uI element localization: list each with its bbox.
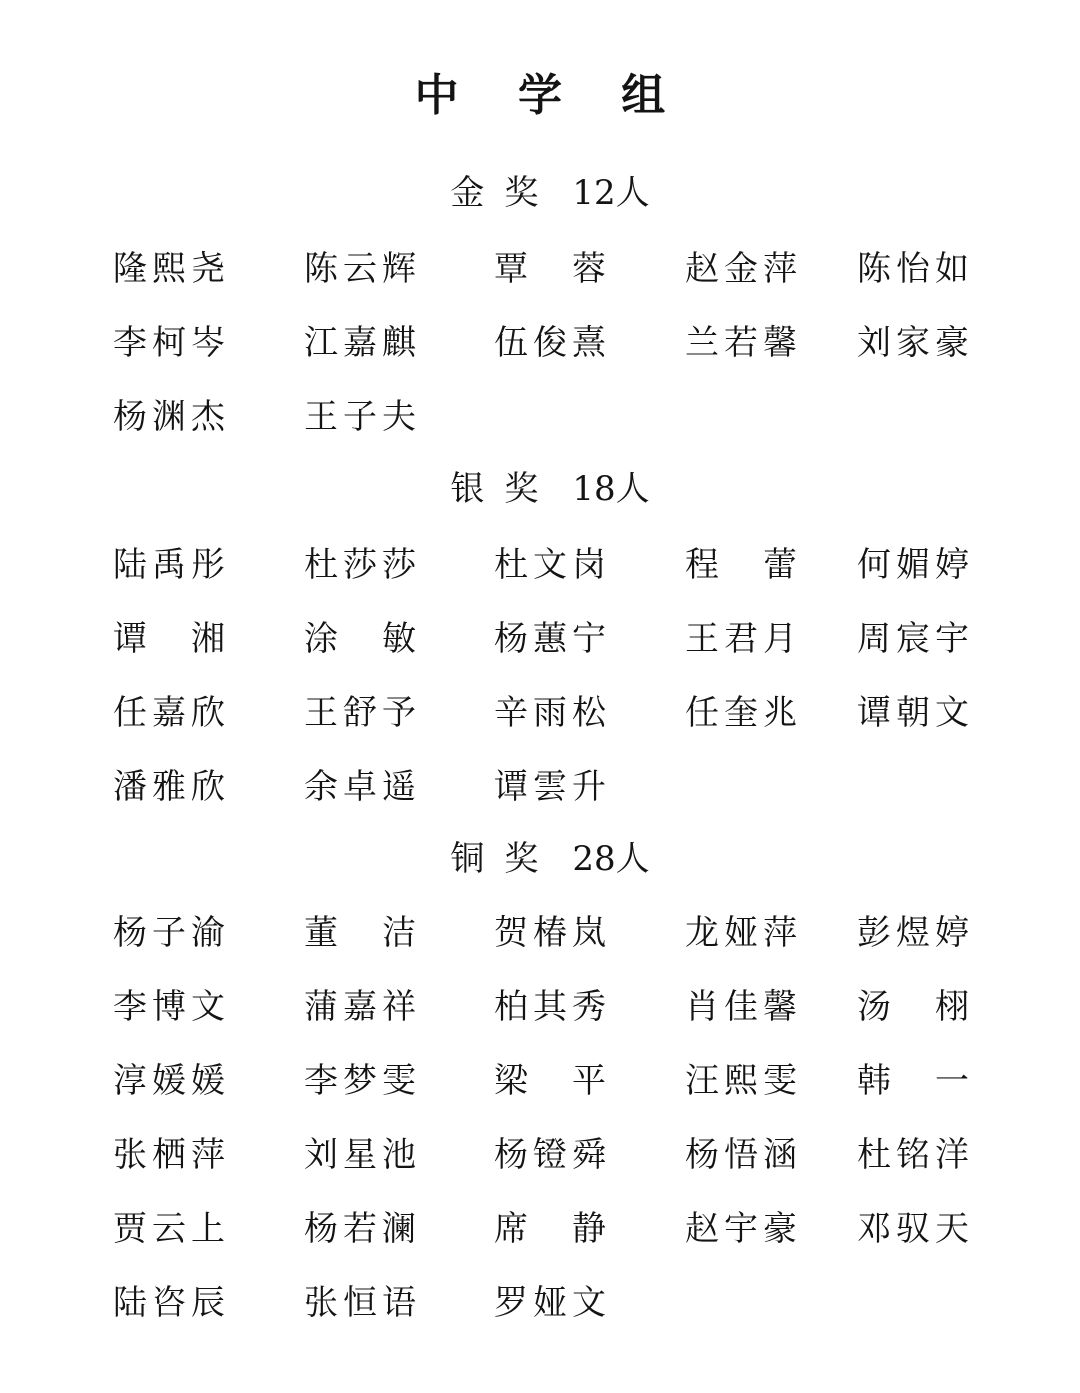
winner-name: 刘 星 池 [304, 1135, 416, 1175]
name-grid-bronze [0, 906, 1080, 1350]
winner-name: 杨 子 渝 [113, 913, 225, 953]
winner-name: 韩 一 [857, 1061, 969, 1101]
section-heading-gold [0, 168, 1080, 218]
winner-name: 张 栖 萍 [113, 1135, 225, 1175]
winner-name: 伍 俊 熹 [494, 323, 606, 363]
winner-name: 李 梦 雯 [304, 1061, 416, 1101]
winner-name: 杨 悟 涵 [685, 1135, 797, 1175]
winner-name: 任 嘉 欣 [113, 693, 225, 733]
winner-name: 柏 其 秀 [494, 987, 606, 1027]
name-row [0, 980, 1080, 1054]
winner-name: 任 奎 兆 [685, 693, 797, 733]
winner-name: 汪 熙 雯 [685, 1061, 797, 1101]
winner-name: 王 舒 予 [304, 693, 416, 733]
winner-name: 周 宸 宇 [857, 619, 969, 659]
winner-name: 彭 煜 婷 [857, 913, 969, 953]
winner-name: 辛 雨 松 [494, 693, 606, 733]
winner-name: 隆 熙 尧 [113, 249, 225, 289]
name-row [0, 538, 1080, 612]
name-row [0, 242, 1080, 316]
name-row [0, 906, 1080, 980]
winner-name: 陈 云 辉 [304, 249, 416, 289]
winner-name: 赵 金 萍 [685, 249, 797, 289]
winner-name: 梁 平 [494, 1061, 606, 1101]
winner-name: 程 蕾 [685, 545, 797, 585]
winner-name: 杨 镫 舜 [494, 1135, 606, 1175]
winner-name: 董 洁 [304, 913, 416, 953]
winner-name: 邓 驭 天 [857, 1209, 969, 1249]
winner-name: 谭 朝 文 [857, 693, 969, 733]
winner-name: 刘 家 豪 [857, 323, 969, 363]
winner-name: 张 恒 语 [304, 1283, 416, 1323]
winner-name: 王 君 月 [685, 619, 797, 659]
winner-name: 李 博 文 [113, 987, 225, 1027]
winner-name: 兰 若 馨 [685, 323, 797, 363]
winner-name: 席 静 [494, 1209, 606, 1249]
name-row [0, 1202, 1080, 1276]
winner-name: 淳 媛 媛 [113, 1061, 225, 1101]
section-count: 12人 [572, 173, 650, 213]
name-row [0, 686, 1080, 760]
name-row [0, 760, 1080, 834]
name-row [0, 1276, 1080, 1350]
winner-name: 何 媚 婷 [857, 545, 969, 585]
name-row [0, 612, 1080, 686]
winner-name: 杨 蕙 宁 [494, 619, 606, 659]
winner-name: 杜 铭 洋 [857, 1135, 969, 1175]
section-label: 银奖 [450, 469, 559, 509]
winner-name: 杜 莎 莎 [304, 545, 416, 585]
winner-name: 涂 敏 [304, 619, 416, 659]
section-heading-bronze [0, 834, 1080, 884]
name-grid-gold [0, 242, 1080, 464]
section-heading-silver [0, 464, 1080, 514]
section-label: 金奖 [450, 173, 559, 213]
name-row [0, 316, 1080, 390]
name-row [0, 1054, 1080, 1128]
name-row [0, 390, 1080, 464]
winner-name: 贺 椿 岚 [494, 913, 606, 953]
winner-name: 罗 娅 文 [494, 1283, 606, 1323]
winner-name: 龙 娅 萍 [685, 913, 797, 953]
winner-name: 谭 雲 升 [494, 767, 606, 807]
winner-name: 潘 雅 欣 [113, 767, 225, 807]
winner-name: 陆 禹 彤 [113, 545, 225, 585]
name-grid-silver [0, 538, 1080, 834]
winner-name: 肖 佳 馨 [685, 987, 797, 1027]
winner-name: 贾 云 上 [113, 1209, 225, 1249]
winner-name: 蒲 嘉 祥 [304, 987, 416, 1027]
winner-name: 陈 怡 如 [857, 249, 969, 289]
winner-name: 王 子 夫 [304, 397, 416, 437]
winner-name: 江 嘉 麒 [304, 323, 416, 363]
winner-name: 杨 渊 杰 [113, 397, 225, 437]
winner-name: 汤 栩 [857, 987, 969, 1027]
name-row [0, 1128, 1080, 1202]
page-title: 中 学 组 [414, 70, 688, 121]
winner-name: 余 卓 遥 [304, 767, 416, 807]
winner-name: 谭 湘 [113, 619, 225, 659]
section-count: 28人 [572, 839, 650, 879]
section-label: 铜奖 [450, 839, 559, 879]
winner-name: 杜 文 岗 [494, 545, 606, 585]
winner-name: 赵 宇 豪 [685, 1209, 797, 1249]
section-count: 18人 [572, 469, 650, 509]
winner-name: 李 柯 岑 [113, 323, 225, 363]
winner-name: 覃 蓉 [494, 249, 606, 289]
winner-name: 杨 若 澜 [304, 1209, 416, 1249]
winner-name: 陆 咨 辰 [113, 1283, 225, 1323]
